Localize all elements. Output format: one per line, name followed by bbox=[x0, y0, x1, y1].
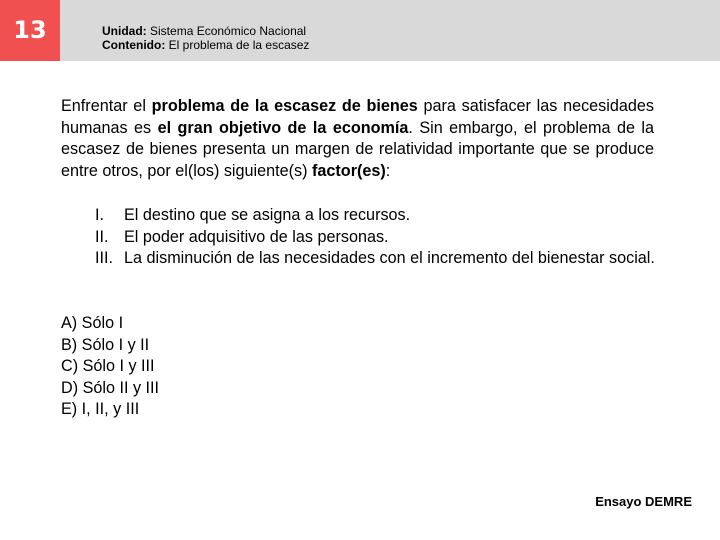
stem-text-3: . Sin embargo, el problema de la escasez de bienes presenta un margen de relatividad importante que se produce entre otros, por el(los) siguiente(s) bbox=[61, 118, 655, 180]
stem-bold-2: el gran objetivo de la economía bbox=[157, 118, 409, 137]
statement-item bbox=[95, 248, 660, 270]
footer-source: Ensayo DEMRE bbox=[595, 494, 692, 509]
statement-number: II. bbox=[95, 227, 109, 246]
statement-text: La disminución de las necesidades con el incremento del bienestar social. bbox=[124, 249, 655, 267]
statement-number: I. bbox=[95, 206, 104, 224]
answer-options bbox=[61, 313, 159, 421]
contenido-value: El problema de la escasez bbox=[168, 38, 310, 52]
option-d[interactable]: D) Sólo II y III bbox=[61, 378, 160, 397]
stem-text-2: para satisfacer las necesidades humanas es bbox=[61, 97, 654, 137]
question-stem bbox=[61, 96, 654, 182]
unidad-value: Sistema Económico Nacional bbox=[150, 24, 307, 38]
stem-bold-1: problema de la escasez de bienes bbox=[151, 97, 418, 115]
statement-list bbox=[95, 205, 660, 270]
unidad-line bbox=[102, 24, 309, 38]
contenido-label: Contenido: bbox=[102, 38, 166, 52]
statement-text: El destino que se asigna a los recursos. bbox=[124, 206, 411, 224]
question-number: 13 bbox=[13, 15, 47, 44]
stem-bold-3: factor(es) bbox=[312, 161, 386, 180]
statement-item bbox=[95, 227, 660, 249]
option-e[interactable]: E) I, II, y III bbox=[61, 400, 140, 418]
option-a[interactable]: A) Sólo I bbox=[61, 314, 124, 332]
question-meta bbox=[102, 24, 309, 52]
option-b[interactable]: B) Sólo I y II bbox=[61, 335, 150, 354]
stem-text-4: : bbox=[385, 161, 391, 180]
stem-text-1: Enfrentar el bbox=[61, 97, 152, 115]
question-number-badge bbox=[0, 0, 60, 61]
statement-text: El poder adquisitivo de las personas. bbox=[124, 227, 389, 246]
unidad-label: Unidad: bbox=[102, 24, 147, 38]
statement-number: III. bbox=[95, 249, 113, 267]
option-c[interactable]: C) Sólo I y III bbox=[61, 357, 155, 375]
statement-item bbox=[95, 205, 660, 227]
contenido-line bbox=[102, 38, 309, 52]
